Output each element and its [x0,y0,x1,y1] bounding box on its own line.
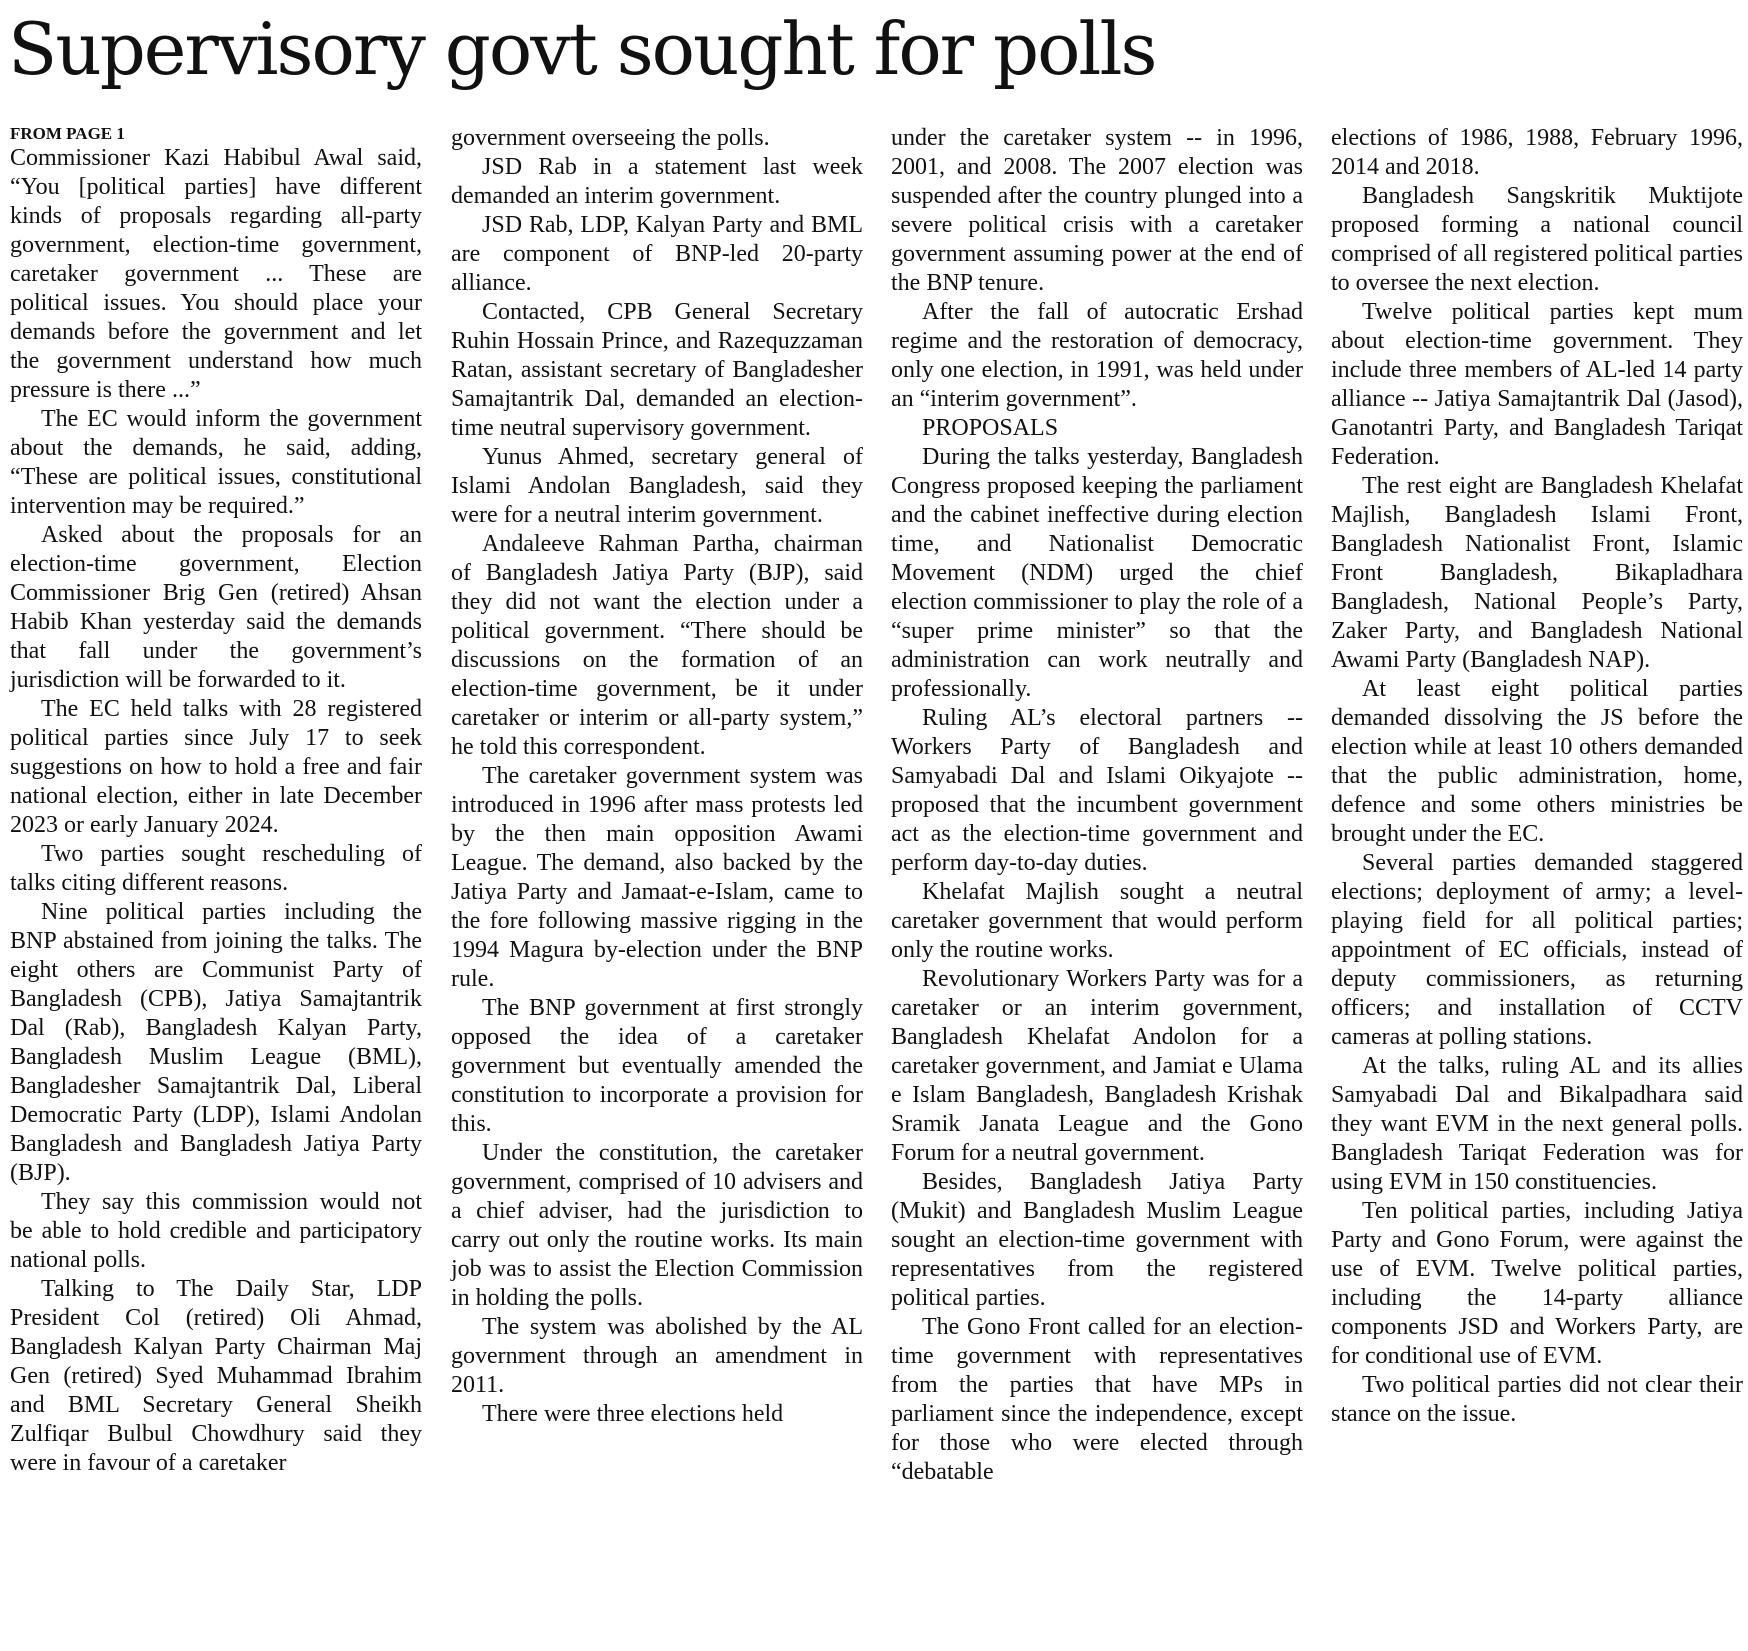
paragraph: Two political parties did not clear their stance on the issue. [1331,1372,1743,1427]
paragraph: Besides, Bangladesh Jatiya Party (Mukit) and Bangladesh Muslim League sought an election-time government with representatives from the registered political parties. [891,1169,1303,1311]
paragraph: Under the constitution, the caretaker government, comprised of 10 advisers and a chief adviser, had the jurisdiction to carry out only the routine works. Its main job was to assist the Election Commission in holding the polls. [451,1140,863,1311]
paragraph: At least eight political parties demanded dissolving the JS before the election while at least 10 others demanded that the public administration, home, defence and some others ministries be brought under the EC. [1331,676,1743,847]
kicker: FROM PAGE 1 [10,124,125,143]
paragraph: Twelve political parties kept mum about election-time government. They include three members of AL-led 14 party alliance -- Jatiya Samajtantrik Dal (Jasod), Ganotantri Party, and Bangladesh Tariqat Federation. [1331,299,1743,470]
paragraph: There were three elections held [482,1401,784,1427]
subheading: PROPOSALS [922,415,1059,441]
article-column-3 [891,124,1303,1487]
paragraph: Two parties sought rescheduling of talks citing different reasons. [10,841,422,896]
article-column-1 [10,124,422,1478]
article-column-4 [1331,124,1743,1429]
paragraph: elections of 1986, 1988, February 1996, 2014 and 2018. [1331,125,1743,180]
paragraph: JSD Rab in a statement last week demanded an interim government. [451,154,863,209]
article-column-2 [451,124,863,1429]
paragraph: The EC held talks with 28 registered political parties since July 17 to seek suggestions on how to hold a free and fair national election, either in late December 2023 or early January 2024. [10,696,422,838]
headline: Supervisory govt sought for polls [8,7,1156,91]
paragraph: The rest eight are Bangladesh Khelafat Majlish, Bangladesh Islami Front, Bangladesh Nationalist Front, Islamic Front Bangladesh, Bikapladhara Bangladesh, National People’s Party, Zaker Party, and Bangladesh National Awami Party (Bangladesh NAP). [1331,473,1743,673]
paragraph: Asked about the proposals for an election-time government, Election Commissioner Brig Gen (retired) Ahsan Habib Khan yesterday said the demands that fall under the government’s jurisdiction will be forwarded to it. [10,522,422,693]
paragraph: Ruling AL’s electoral partners -- Workers Party of Bangladesh and Samyabadi Dal and Islami Oikyajote -- proposed that the incumbent government act as the election-time government and perform day-to-day duties. [891,705,1303,876]
paragraph: The EC would inform the government about the demands, he said, adding, “These are political issues, constitutional intervention may be required.” [10,406,422,519]
paragraph: Andaleeve Rahman Partha, chairman of Bangladesh Jatiya Party (BJP), said they did not want the election under a political government. “There should be discussions on the formation of an election-time government, be it under caretaker or interim or all-party system,” he told this correspondent. [451,531,863,760]
paragraph: After the fall of autocratic Ershad regime and the restoration of democracy, only one election, in 1991, was held under an “interim government”. [891,299,1303,412]
paragraph: Several parties demanded staggered elections; deployment of army; a level-playing field for all political parties; appointment of EC officials, instead of deputy commissioners, as returning officers; and installation of CCTV cameras at polling stations. [1331,850,1743,1050]
paragraph: The caretaker government system was introduced in 1996 after mass protests led by the then main opposition Awami League. The demand, also backed by the Jatiya Party and Jamaat-e-Islam, came to the fore following massive rigging in the 1994 Magura by-election under the BNP rule. [451,763,863,992]
paragraph: The system was abolished by the AL government through an amendment in 2011. [451,1314,863,1398]
paragraph: Nine political parties including the BNP abstained from joining the talks. The eight others are Communist Party of Bangladesh (CPB), Jatiya Samajtantrik Dal (Rab), Bangladesh Kalyan Party, Bangladesh Muslim League (BML), Bangladesher Samajtantrik Dal, Liberal Democratic Party (LDP), Islami Andolan Bangladesh and Bangladesh Jatiya Party (BJP). [10,899,422,1186]
paragraph: government overseeing the polls. [451,125,770,151]
paragraph: At the talks, ruling AL and its allies Samyabadi Dal and Bikalpadhara said they want EVM in the next general polls. Bangladesh Tariqat Federation was for using EVM in 150 constituencies. [1331,1053,1743,1195]
paragraph: Khelafat Majlish sought a neutral caretaker government that would perform only the routine works. [891,879,1303,963]
paragraph: During the talks yesterday, Bangladesh Congress proposed keeping the parliament and the cabinet ineffective during election time, and Nationalist Democratic Movement (NDM) urged the chief election commissioner to play the role of a “super prime minister” so that the administration can work neutrally and professionally. [891,444,1303,702]
paragraph: JSD Rab, LDP, Kalyan Party and BML are component of BNP-led 20-party alliance. [451,212,863,296]
paragraph: Bangladesh Sangskritik Muktijote proposed forming a national council comprised of all registered political parties to oversee the next election. [1331,183,1743,296]
paragraph: The Gono Front called for an election-time government with representatives from the parties that have MPs in parliament since the independence, except for those who were elected through “debatable [891,1314,1303,1485]
paragraph: Talking to The Daily Star, LDP President Col (retired) Oli Ahmad, Bangladesh Kalyan Party Chairman Maj Gen (retired) Syed Muhammad Ibrahim and BML Secretary General Sheikh Zulfiqar Bulbul Chowdhury said they were in favour of a caretaker [10,1276,422,1476]
paragraph: The BNP government at first strongly opposed the idea of a caretaker government but eventually amended the constitution to incorporate a provision for this. [451,995,863,1137]
paragraph: under the caretaker system -- in 1996, 2001, and 2008. The 2007 election was suspended after the country plunged into a severe political crisis with a caretaker government assuming power at the end of the BNP tenure. [891,125,1303,296]
paragraph: Ten political parties, including Jatiya Party and Gono Forum, were against the use of EVM. Twelve political parties, including the 14-party alliance components JSD and Workers Party, are for conditional use of EVM. [1331,1198,1743,1369]
paragraph: Commissioner Kazi Habibul Awal said, “You [political parties] have different kinds of proposals regarding all-party government, election-time government, caretaker government ... These are political issues. You should place your demands before the government and let the government understand how much pressure is there ...” [10,145,422,403]
paragraph: Contacted, CPB General Secretary Ruhin Hossain Prince, and Razequzzaman Ratan, assistant secretary of Bangladesher Samajtantrik Dal, demanded an election-time neutral supervisory government. [451,299,863,441]
paragraph: Yunus Ahmed, secretary general of Islami Andolan Bangladesh, said they were for a neutral interim government. [451,444,863,528]
paragraph: They say this commission would not be able to hold credible and participatory national polls. [10,1189,422,1273]
paragraph: Revolutionary Workers Party was for a caretaker or an interim government, Bangladesh Khelafat Andolon for a caretaker government, and Jamiat e Ulama e Islam Bangladesh, Bangladesh Krishak Sramik Janata League and the Gono Forum for a neutral government. [891,966,1303,1166]
